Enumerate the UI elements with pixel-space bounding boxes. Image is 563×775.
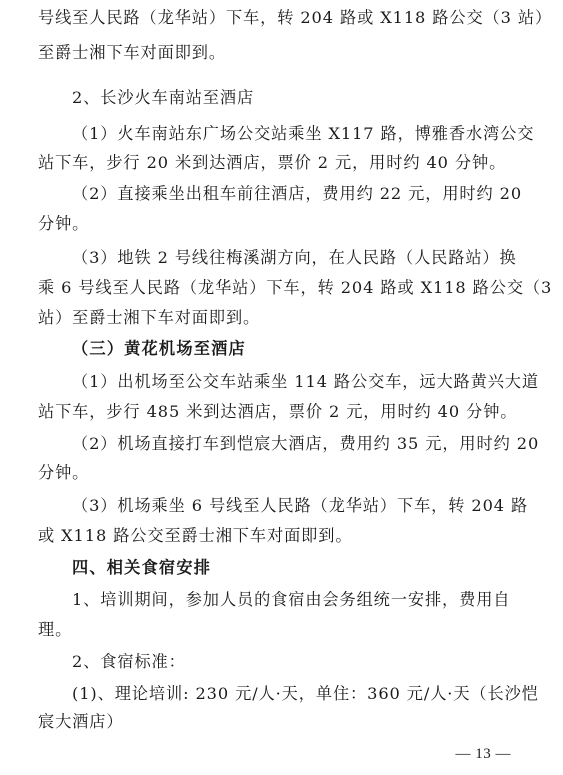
page-number: — 13 — <box>455 746 511 762</box>
text-line: 号线至人民路（龙华站）下车，转 204 路或 X118 路公交（3 站） <box>38 8 553 27</box>
text-line: （1）火车南站东广场公交站乘坐 X117 路，博雅香水湾公交 <box>72 124 535 143</box>
text-line: 站下车，步行 485 米到达酒店，票价 2 元，用时约 40 分钟。 <box>38 402 518 421</box>
text-line: 至爵士湘下车对面即到。 <box>38 43 226 62</box>
text-line: （2）直接乘坐出租车前往酒店，费用约 22 元，用时约 20 <box>72 184 523 203</box>
text-line: 宸大酒店） <box>38 712 124 731</box>
section-heading: 2、长沙火车南站至酒店 <box>72 88 255 107</box>
text-line: 站）至爵士湘下车对面即到。 <box>38 308 261 327</box>
text-line: 或 X118 路公交至爵士湘下车对面即到。 <box>38 526 353 545</box>
text-line: 站下车，步行 20 米到达酒店，票价 2 元，用时约 40 分钟。 <box>38 153 507 172</box>
text-line: （1）出机场至公交车站乘坐 114 路公交车，远大路黄兴大道 <box>72 372 539 391</box>
text-line: 乘 6 号线至人民路（龙华站）下车，转 204 路或 X118 路公交（3 <box>38 278 553 297</box>
text-line: （3）地铁 2 号线往梅溪湖方向，在人民路（人民路站）换 <box>72 248 517 267</box>
text-line: 理。 <box>38 620 73 639</box>
text-line: 1、培训期间，参加人员的食宿由会务组统一安排，费用自 <box>72 590 511 609</box>
section-heading: （三）黄花机场至酒店 <box>72 339 246 358</box>
text-line: 2、食宿标准： <box>72 652 186 671</box>
text-line: 分钟。 <box>38 214 90 233</box>
section-heading: 四、相关食宿安排 <box>72 558 212 577</box>
text-line: （2）机场直接打车到恺宸大酒店，费用约 35 元，用时约 20 <box>72 434 540 453</box>
text-line: (1)、理论培训: 230 元/人·天，单住：360 元/人·天（长沙恺 <box>72 684 539 703</box>
text-line: （3）机场乘坐 6 号线至人民路（龙华站）下车，转 204 路 <box>72 496 529 515</box>
text-line: 分钟。 <box>38 463 90 482</box>
